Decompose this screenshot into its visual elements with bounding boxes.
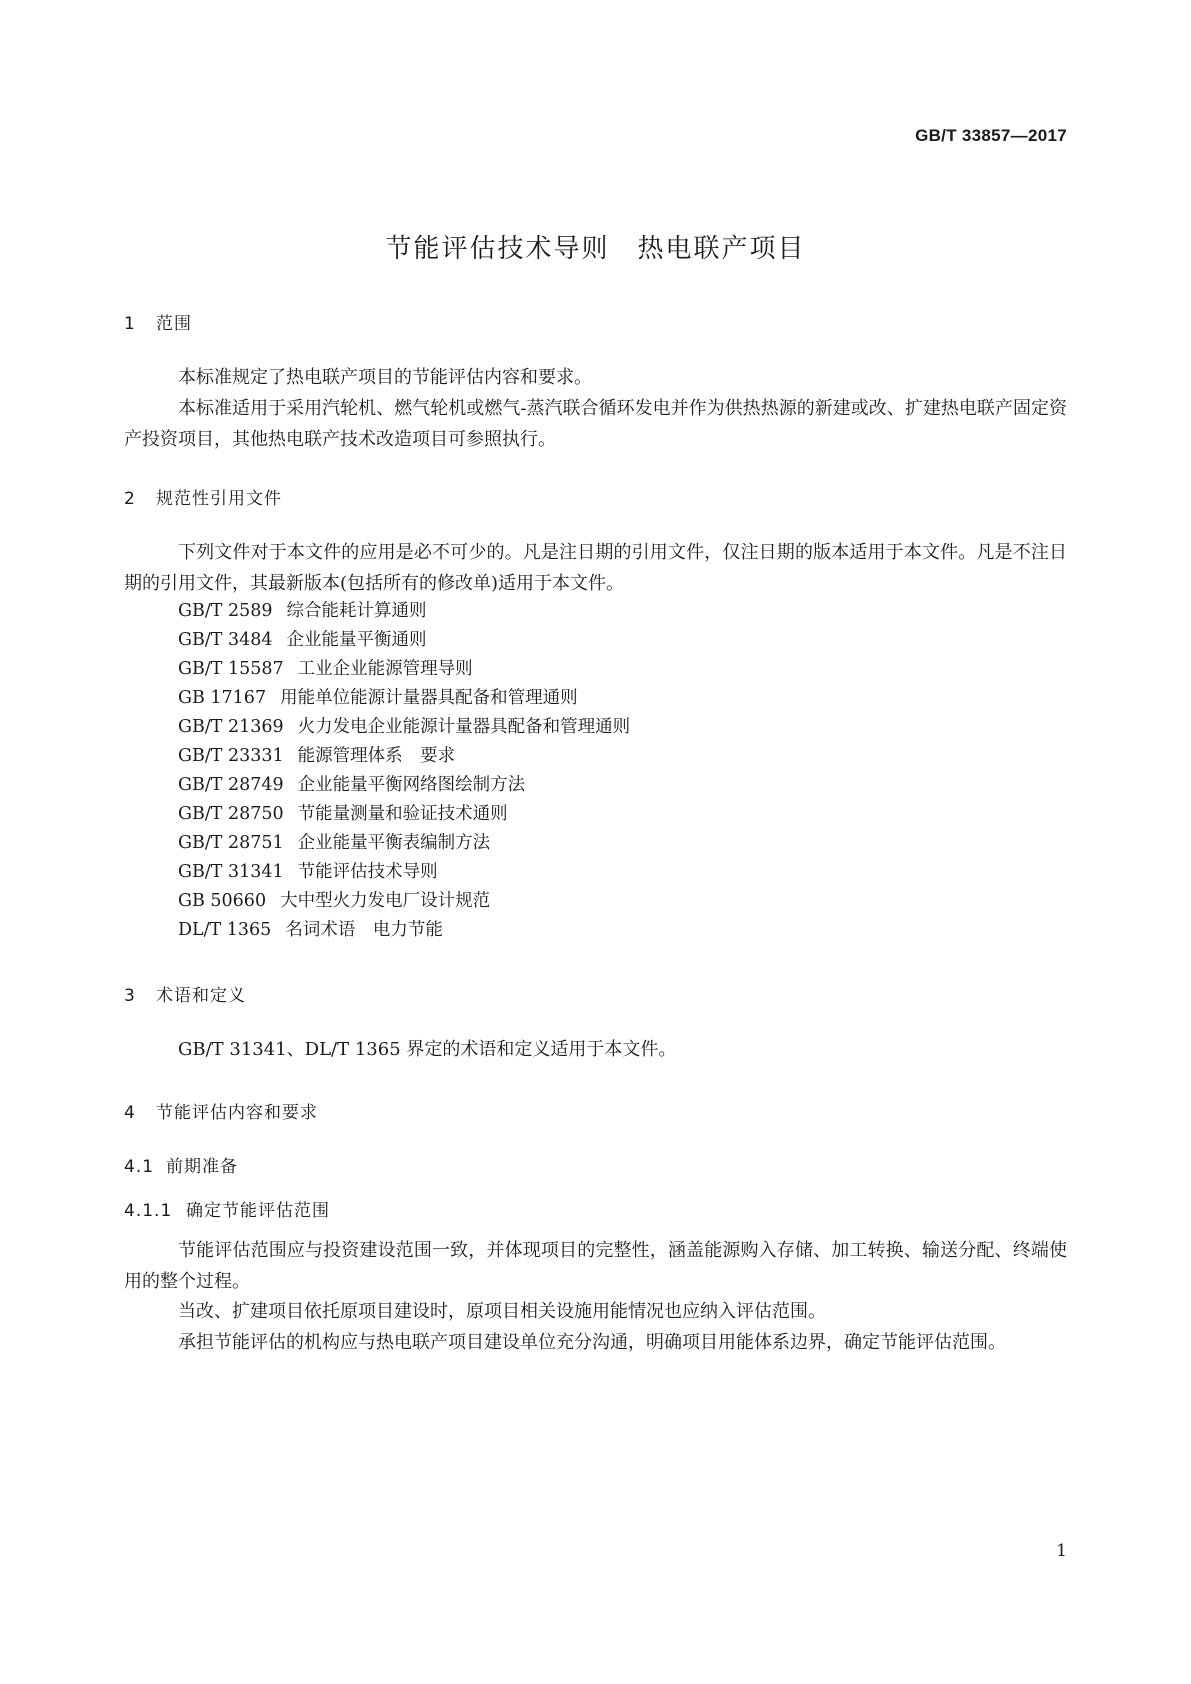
reference-title: 大中型火力发电厂设计规范 bbox=[280, 891, 491, 911]
section-number: 4 bbox=[124, 1103, 136, 1123]
reference-code: GB/T 21369 bbox=[178, 717, 284, 737]
reference-title: 火力发电企业能源计量器具配备和管理通则 bbox=[297, 717, 631, 737]
section-title: 节能评估内容和要求 bbox=[156, 1103, 318, 1123]
reference-item bbox=[178, 596, 427, 627]
reference-code: GB 17167 bbox=[178, 688, 267, 708]
section-number: 3 bbox=[124, 986, 136, 1006]
paragraph: 本标准适用于采用汽轮机、燃气轮机或燃气-蒸汽联合循环发电并作为供热热源的新建或改、扩建热电联产固定资产投资项目，其他热电联产技术改造项目可参照执行。 bbox=[124, 398, 1067, 450]
reference-title: 节能量测量和验证技术通则 bbox=[297, 804, 508, 824]
section-number: 2 bbox=[124, 489, 136, 509]
reference-code: GB/T 2589 bbox=[178, 601, 273, 621]
section-2-heading bbox=[124, 484, 282, 509]
paragraph: 节能评估范围应与投资建设范围一致，并体现项目的完整性，涵盖能源购入存储、加工转换、输送分配、终端使用的整个过程。 bbox=[124, 1240, 1067, 1292]
reference-code: GB/T 3484 bbox=[178, 630, 273, 650]
paragraph: 承担节能评估的机构应与热电联产项目建设单位充分沟通，明确项目用能体系边界，确定节能评估范围。 bbox=[178, 1332, 1006, 1353]
reference-title: 企业能量平衡网络图绘制方法 bbox=[297, 775, 526, 795]
section-3-heading bbox=[124, 981, 246, 1006]
reference-item bbox=[178, 683, 578, 714]
section-title: 确定节能评估范围 bbox=[186, 1201, 330, 1221]
section-title: 范围 bbox=[156, 314, 192, 334]
standard-number: GB/T 33857—2017 bbox=[915, 126, 1067, 145]
reference-item bbox=[178, 625, 427, 656]
subsection-4-1-1-heading bbox=[124, 1196, 330, 1221]
section-title: 术语和定义 bbox=[156, 986, 246, 1006]
paragraph: GB/T 31341、DL/T 1365 界定的术语和定义适用于本文件。 bbox=[178, 1039, 677, 1060]
section-1-heading bbox=[124, 309, 192, 334]
reference-title: 综合能耗计算通则 bbox=[286, 601, 427, 621]
reference-title: 节能评估技术导则 bbox=[297, 862, 438, 882]
reference-item bbox=[178, 857, 438, 888]
reference-code: GB/T 28750 bbox=[178, 804, 284, 824]
subsection-4-1-heading bbox=[124, 1152, 238, 1177]
reference-item bbox=[178, 799, 508, 830]
reference-code: GB/T 23331 bbox=[178, 746, 284, 766]
reference-title: 企业能量平衡表编制方法 bbox=[297, 833, 491, 853]
reference-title: 能源管理体系 要求 bbox=[297, 746, 456, 766]
reference-title: 工业企业能源管理导则 bbox=[297, 659, 473, 679]
section-number: 1 bbox=[124, 314, 136, 334]
reference-item bbox=[178, 828, 490, 859]
section-number: 4.1.1 bbox=[124, 1201, 173, 1221]
reference-code: GB/T 28749 bbox=[178, 775, 284, 795]
reference-title: 用能单位能源计量器具配备和管理通则 bbox=[280, 688, 578, 708]
reference-code: DL/T 1365 bbox=[178, 920, 272, 940]
reference-code: GB 50660 bbox=[178, 891, 267, 911]
section-number: 4.1 bbox=[124, 1157, 155, 1177]
paragraph: 当改、扩建项目依托原项目建设时，原项目相关设施用能情况也应纳入评估范围。 bbox=[178, 1301, 826, 1322]
reference-code: GB/T 28751 bbox=[178, 833, 284, 853]
paragraph: 本标准规定了热电联产项目的节能评估内容和要求。 bbox=[178, 367, 592, 388]
reference-title: 名词术语 电力节能 bbox=[285, 920, 443, 940]
reference-item bbox=[178, 712, 630, 743]
reference-item bbox=[178, 741, 455, 772]
section-title: 规范性引用文件 bbox=[156, 489, 282, 509]
reference-code: GB/T 15587 bbox=[178, 659, 284, 679]
reference-item bbox=[178, 915, 443, 946]
reference-title: 企业能量平衡通则 bbox=[286, 630, 427, 650]
reference-item bbox=[178, 770, 525, 801]
reference-item bbox=[178, 886, 490, 917]
reference-code: GB/T 31341 bbox=[178, 862, 284, 882]
reference-item bbox=[178, 654, 473, 685]
paragraph: 下列文件对于本文件的应用是必不可少的。凡是注日期的引用文件，仅注日期的版本适用于本文件。凡是不注日期的引用文件，其最新版本(包括所有的修改单)适用于本文件。 bbox=[124, 542, 1067, 594]
section-4-heading bbox=[124, 1098, 318, 1123]
page-number: 1 bbox=[1056, 1541, 1067, 1561]
section-title: 前期准备 bbox=[166, 1157, 238, 1177]
document-title: 节能评估技术导则 热电联产项目 bbox=[385, 234, 806, 264]
